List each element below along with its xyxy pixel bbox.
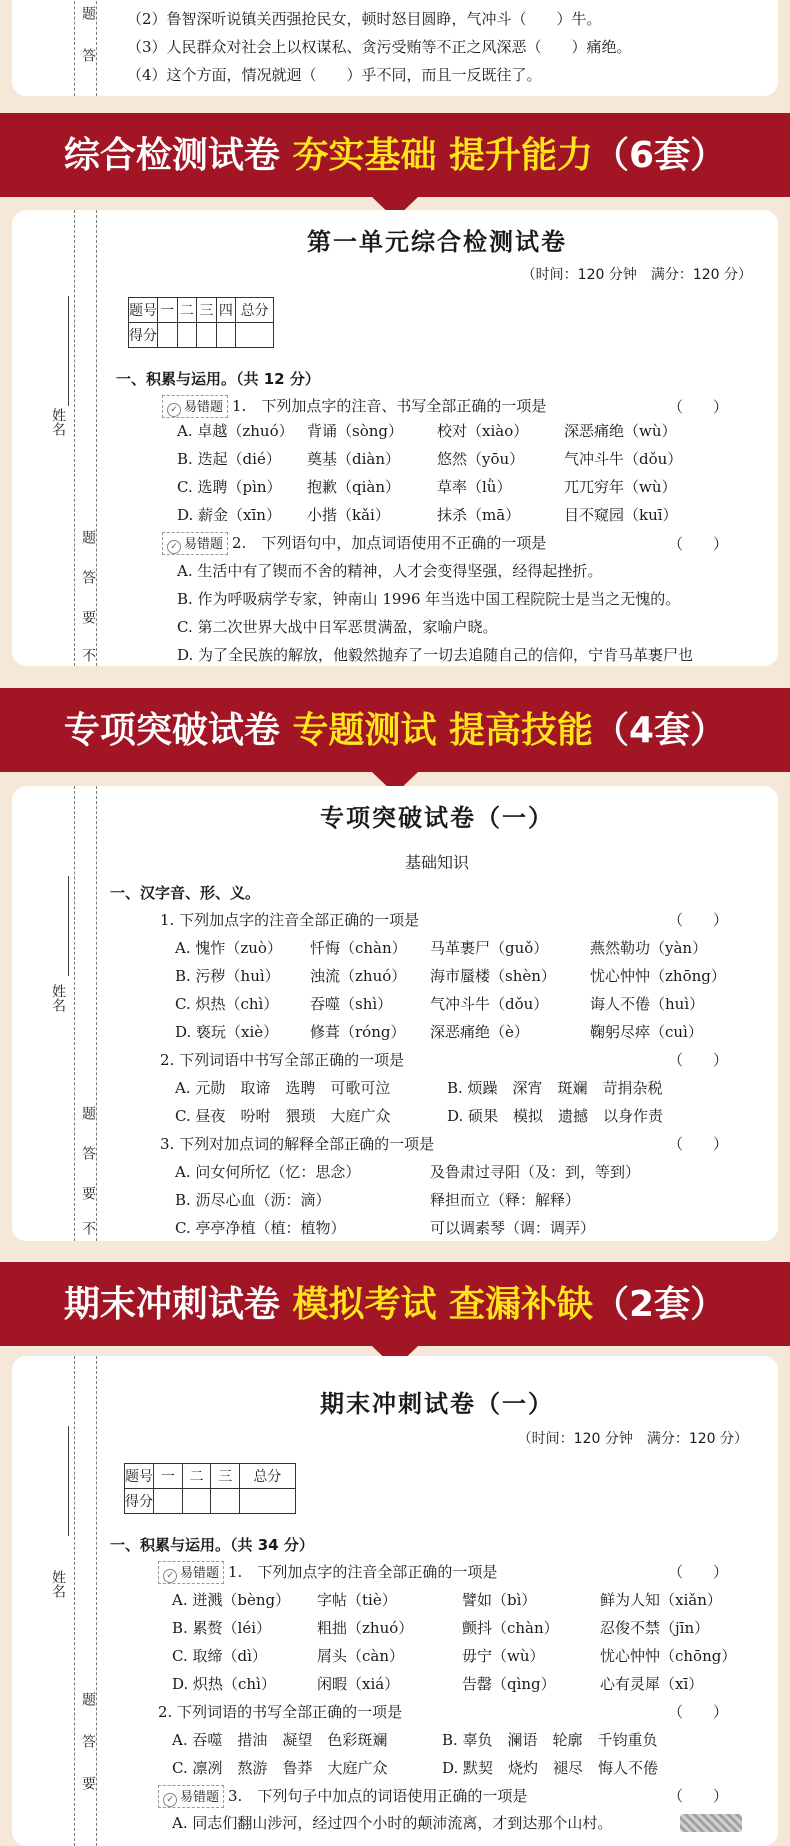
banner-count: （4套） — [593, 710, 727, 751]
tag-badge: ✓ 易错题 — [158, 1785, 224, 1808]
option: 告罄（qìng） — [462, 1675, 556, 1693]
margin-label: 要 — [80, 1776, 96, 1790]
option: 屑头（càn） — [317, 1647, 405, 1665]
option: 深恶痛绝（è） — [430, 1023, 529, 1041]
margin-label: 要 — [80, 610, 96, 624]
margin-label: 不 — [80, 648, 96, 662]
option: 抹杀（mā） — [437, 506, 521, 524]
option: 修葺（róng） — [310, 1023, 406, 1041]
option: 气冲斗牛（dǒu） — [430, 995, 549, 1013]
margin-label: 答 — [80, 48, 96, 62]
score-header: 题号 — [125, 1464, 154, 1489]
score-cell[interactable] — [211, 1489, 240, 1514]
score-cell[interactable] — [153, 1489, 182, 1514]
answer-paren[interactable]: （ ） — [667, 1051, 728, 1069]
option: 奠基（diàn） — [307, 450, 401, 468]
option: B. 沥尽心血（沥：滴） — [175, 1191, 331, 1209]
option: 抱歉（qiàn） — [307, 478, 401, 496]
option: 悠然（yōu） — [437, 450, 525, 468]
option: D. 薪金（xīn） — [177, 506, 281, 524]
option: A. 问女何所忆（忆：思念） — [175, 1163, 361, 1181]
tag-icon: ✓ — [163, 1569, 177, 1583]
option: 闲暇（xiá） — [317, 1675, 400, 1693]
score-cell[interactable] — [216, 323, 236, 348]
option: D. 炽热（chì） — [172, 1675, 276, 1693]
score-header: 题号 — [129, 298, 158, 323]
margin-label: 题 — [80, 1692, 96, 1706]
exam-meta: （时间：120 分钟 满分：120 分） — [517, 1431, 748, 1447]
option: A. 同志们翻山涉河，经过四个小时的颠沛流离，才到达那个山村。 — [172, 1814, 613, 1832]
question-text: 1. 下列加点字的注音、书写全部正确的一项是 — [232, 397, 547, 415]
option: D. 默契 烧灼 褪尽 悔人不倦 — [442, 1759, 659, 1777]
exam-paper-1 — [12, 210, 778, 666]
option: A. 生活中有了锲而不舍的精神，人才会变得坚强，经得起挫折。 — [177, 562, 603, 580]
score-header: 一 — [158, 298, 178, 323]
banner-title: 期末冲刺试卷 — [63, 1284, 280, 1325]
option: D. 亵玩（xiè） — [175, 1023, 279, 1041]
option: C. 取缔（dì） — [172, 1647, 267, 1665]
score-cell[interactable] — [240, 1489, 296, 1514]
exam-paper-3 — [12, 1356, 778, 1846]
option: B. 辜负 澜语 轮廓 千钧重负 — [442, 1731, 658, 1749]
option: 诲人不倦（huì） — [590, 995, 705, 1013]
score-header: 一 — [153, 1464, 182, 1489]
blurred-watermark — [680, 1814, 742, 1832]
option: 草率（lǜ） — [437, 478, 512, 496]
score-cell[interactable] — [236, 323, 274, 348]
margin-label: 题 — [80, 6, 96, 20]
score-cell[interactable] — [197, 323, 217, 348]
question-text: 1. 下列加点字的注音全部正确的一项是 — [160, 911, 420, 929]
banner-count: （2套） — [593, 1284, 727, 1325]
option: 字帖（tiè） — [317, 1591, 397, 1609]
question-text: 1. 下列加点字的注音全部正确的一项是 — [228, 1563, 498, 1581]
score-header: 三 — [197, 298, 217, 323]
option: 浊流（zhuó） — [310, 967, 407, 985]
option: 小揩（kǎi） — [307, 506, 390, 524]
score-cell[interactable] — [177, 323, 197, 348]
score-header: 三 — [211, 1464, 240, 1489]
option: 心有灵犀（xī） — [600, 1675, 704, 1693]
score-row-label: 得分 — [129, 323, 158, 348]
question-text: 3. 下列对加点词的解释全部正确的一项是 — [160, 1135, 435, 1153]
score-table — [124, 1463, 296, 1514]
margin — [12, 1356, 96, 1846]
banner-slogan: 夯实基础 提升能力 — [292, 135, 594, 176]
answer-paren[interactable]: （ ） — [667, 398, 728, 416]
option: A. 卓越（zhuó） — [177, 422, 294, 440]
option: A. 愧怍（zuò） — [175, 939, 282, 957]
option: 气冲斗牛（dǒu） — [564, 450, 683, 468]
text-line: （2）鲁智深听说镇关西强抢民女，顿时怒目圆睁，气冲斗（ ）牛。 — [127, 10, 602, 28]
option: A. 吞噬 措油 凝望 色彩斑斓 — [172, 1731, 388, 1749]
exam-meta: （时间：120 分钟 满分：120 分） — [521, 267, 752, 283]
option: 忧心忡忡（zhōng） — [590, 967, 726, 985]
margin — [12, 0, 96, 96]
option: 鲜为人知（xiǎn） — [600, 1591, 722, 1609]
question-text: 2. 下列词语的书写全部正确的一项是 — [158, 1703, 403, 1721]
name-label: 姓名 — [50, 408, 66, 436]
option: 吞噬（shì） — [310, 995, 393, 1013]
option: A. 元勋 取谛 选聘 可歌可泣 — [175, 1079, 391, 1097]
option: C. 选聘（pìn） — [177, 478, 282, 496]
section-heading: 一、积累与运用。（共 34 分） — [110, 1536, 314, 1554]
option: 鞠躬尽瘁（cuì） — [590, 1023, 703, 1041]
option: 颤抖（chàn） — [462, 1619, 559, 1637]
option: 目不窥园（kuī） — [564, 506, 678, 524]
option: 校对（xiào） — [437, 422, 529, 440]
score-header: 总分 — [236, 298, 274, 323]
option: A. 迸溅（bèng） — [172, 1591, 291, 1609]
text-line: （4）这个方面，情况就迥（ ）乎不同，而且一反既往了。 — [127, 66, 542, 84]
option: 毋宁（wù） — [462, 1647, 545, 1665]
paper-title: 专项突破试卷（一） — [320, 803, 554, 832]
name-label: 姓名 — [50, 984, 66, 1012]
option: 背诵（sòng） — [307, 422, 403, 440]
paper-subtitle: 基础知识 — [404, 853, 469, 872]
score-row-label: 得分 — [125, 1489, 154, 1514]
score-cell[interactable] — [182, 1489, 211, 1514]
section-heading: 一、积累与运用。（共 12 分） — [116, 370, 320, 388]
score-header: 四 — [216, 298, 236, 323]
option: 及鲁肃过寻阳（及：到，等到） — [430, 1163, 641, 1181]
banner-slogan: 专题测试 提高技能 — [292, 710, 594, 751]
option: C. 亭亭净植（植：植物） — [175, 1219, 346, 1237]
option: 马革裹尸（guǒ） — [430, 939, 549, 957]
paper-title: 期末冲刺试卷（一） — [320, 1389, 554, 1418]
promo-banner — [0, 688, 790, 772]
option: D. 硕果 模拟 遗撼 以身作责 — [447, 1107, 664, 1125]
score-header: 二 — [177, 298, 197, 323]
question-text: 2. 下列词语中书写全部正确的一项是 — [160, 1051, 405, 1069]
tag-icon: ✓ — [163, 1793, 177, 1807]
margin-label: 答 — [80, 570, 96, 584]
margin-label: 要 — [80, 1186, 96, 1200]
option: 燕然勒功（yàn） — [590, 939, 708, 957]
option: D. 为了全民族的解放，他毅然抛弃了一切去追随自己的信仰，宁肯马革裹尸也 — [177, 646, 694, 664]
margin-label: 题 — [80, 530, 96, 544]
answer-paren[interactable]: （ ） — [667, 1563, 728, 1581]
section-heading: 一、汉字音、形、义。 — [110, 884, 261, 902]
margin-label: 不 — [80, 1221, 96, 1235]
name-label: 姓名 — [50, 1570, 66, 1598]
score-header: 总分 — [240, 1464, 296, 1489]
option: 忏悔（chàn） — [310, 939, 407, 957]
option: B. 作为呼吸病学专家，钟南山 1996 年当选中国工程院院士是当之无愧的。 — [177, 590, 681, 608]
exam-paper-2 — [12, 786, 778, 1241]
margin-label: 答 — [80, 1734, 96, 1748]
answer-paren[interactable]: （ ） — [667, 911, 728, 929]
score-cell[interactable] — [158, 323, 178, 348]
option: B. 累赘（léi） — [172, 1619, 272, 1637]
question-text: 2. 下列语句中，加点词语使用不正确的一项是 — [232, 534, 547, 552]
option: B. 烦躁 深宵 斑斓 苛捐杂税 — [447, 1079, 663, 1097]
option: 释担而立（释：解释） — [430, 1191, 581, 1209]
option: 深恶痛绝（wù） — [564, 422, 677, 440]
margin-label: 题 — [80, 1106, 96, 1120]
score-header: 二 — [182, 1464, 211, 1489]
option: B. 污秽（huì） — [175, 967, 280, 985]
banner-slogan: 模拟考试 查漏补缺 — [292, 1284, 594, 1325]
option: B. 迭起（dié） — [177, 450, 281, 468]
question-text: 3. 下列句子中加点的词语使用正确的一项是 — [228, 1787, 528, 1805]
banner-count: （6套） — [593, 135, 727, 176]
margin — [12, 786, 96, 1241]
tag-icon: ✓ — [167, 403, 181, 417]
answer-paren[interactable]: （ ） — [667, 1787, 728, 1805]
promo-banner — [0, 1262, 790, 1346]
option: 譬如（bì） — [462, 1591, 537, 1609]
option: C. 凛冽 熬游 鲁莽 大庭广众 — [172, 1759, 388, 1777]
top-paper-fragment — [12, 0, 778, 96]
score-table — [128, 297, 274, 348]
margin — [12, 210, 96, 666]
option: C. 第二次世界大战中日军恶贯满盈，家喻户晓。 — [177, 618, 498, 636]
answer-paren[interactable]: （ ） — [667, 535, 728, 553]
margin-label: 答 — [80, 1146, 96, 1160]
option: C. 昼夜 吩咐 猥琐 大庭广众 — [175, 1107, 391, 1125]
tag-badge: ✓ 易错题 — [162, 395, 228, 418]
option: 忧心忡忡（chōng） — [600, 1647, 737, 1665]
banner-title: 综合检测试卷 — [63, 135, 280, 176]
option: 可以调素琴（调：调弄） — [430, 1219, 596, 1237]
tag-badge: ✓ 易错题 — [162, 532, 228, 555]
option: 粗拙（zhuó） — [317, 1619, 414, 1637]
answer-paren[interactable]: （ ） — [667, 1703, 728, 1721]
answer-paren[interactable]: （ ） — [667, 1135, 728, 1153]
option: 兀兀穷年（wù） — [564, 478, 677, 496]
option: 海市蜃楼（shèn） — [430, 967, 556, 985]
paper-title: 第一单元综合检测试卷 — [307, 227, 567, 256]
option: C. 炽热（chì） — [175, 995, 279, 1013]
option: 忍俊不禁（jīn） — [600, 1619, 710, 1637]
promo-banner — [0, 113, 790, 197]
tag-icon: ✓ — [167, 540, 181, 554]
banner-title: 专项突破试卷 — [63, 710, 280, 751]
tag-badge: ✓ 易错题 — [158, 1561, 224, 1584]
text-line: （3）人民群众对社会上以权谋私、贪污受贿等不正之风深恶（ ）痛绝。 — [127, 38, 632, 56]
